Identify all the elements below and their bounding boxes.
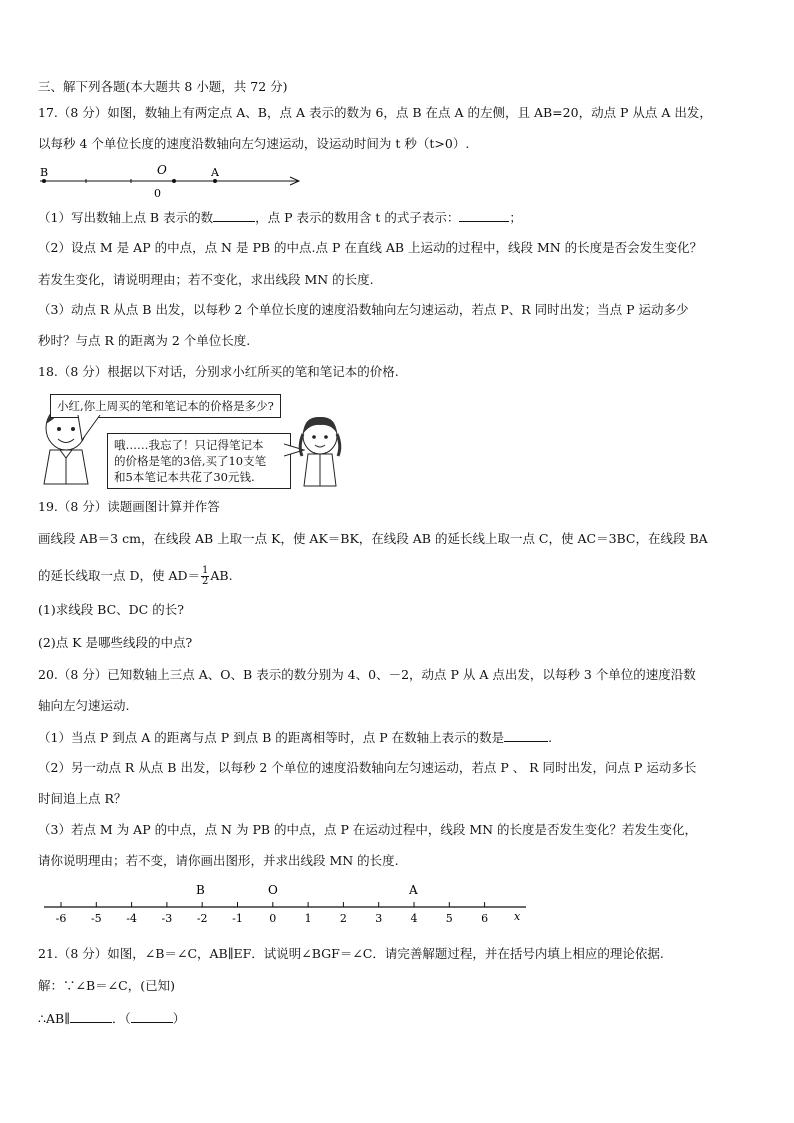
q19-sub1: (1)求线段 BC、DC 的长? (38, 602, 184, 617)
q21-line3: ∴AB∥ ．（ ） (38, 1011, 186, 1026)
q20-part1: （1）当点 P 到点 A 的距离与点 P 到点 B 的距离相等时，点 P 在数轴上表示的数是 . (38, 730, 553, 745)
q17-part1: （1）写出数轴上点 B 表示的数 ，点 P 表示的数用含 t 的式子表示： ； (38, 210, 522, 225)
q20-part3-line1: （3）若点 M 为 AP 的中点，点 N 为 PB 的中点，点 P 在运动过程中，线段 MN 的长度是否发生变化？若发生变化， (38, 822, 698, 837)
q17-point-A (213, 179, 217, 183)
q20-tick-label-1: -5 (90, 912, 102, 925)
q17-point-O (172, 179, 176, 183)
q17-line1: 17.（8 分）如图，数轴上有两定点 A、B，点 A 表示的数为 6，点 B 在点 A 的左侧，且 AB=20，动点 P 从点 A 出发， (38, 105, 712, 120)
q17-label-O: O (157, 163, 167, 177)
q20-part2-line1: （2）另一动点 R 从点 B 出发，以每秒 2 个单位的速度沿数轴向左匀速运动，若点 P 、 R 同时出发，问点 P 运动多长 (38, 760, 697, 775)
q20-tick-label-10: 4 (410, 912, 418, 925)
q21-line1: 21.（8 分）如图，∠B＝∠C，AB∥EF．试说明∠BGF＝∠C．请完善解题过程，并在括号内填上相应的理论依据. (38, 946, 664, 961)
q20-tick-label-11: 5 (445, 912, 453, 925)
q20-line1: 20.（8 分）已知数轴上三点 A、O、B 表示的数分别为 4、0、－2，动点 P 从 A 点出发，以每秒 3 个单位的速度沿数 (38, 667, 696, 682)
q20-line2: 轴向左匀速运动. (38, 698, 130, 713)
q20-number-line-figure (40, 880, 540, 932)
q21-blank-line[interactable] (70, 1010, 112, 1023)
q17-label-A: A (211, 166, 219, 179)
speech-bubble-boy-tail (72, 414, 112, 444)
q17-label-zero: 0 (154, 187, 161, 200)
q19-line2: 画线段 AB＝3 cm，在线段 AB 上取一点 K，使 AK＝BK，在线段 AB 的延长线上取一点 C，使 AC＝3BC，在线段 BA (38, 531, 708, 546)
q21-line2: 解：∵∠B＝∠C，(已知) (38, 978, 175, 993)
q20-tick-label-12: 6 (481, 912, 489, 925)
q20-part3-line2: 请你说明理由；若不变，请你画出图形，并求出线段 MN 的长度. (38, 853, 399, 868)
q17-number-line-figure (34, 160, 314, 200)
q20-tick-label-6: 0 (269, 912, 277, 925)
q17-part2-line2: 若发生变化，请说明理由；若不变化，求出线段 MN 的长度. (38, 272, 374, 287)
q17-point-B (42, 179, 46, 183)
q17-part3-line2: 秒时？与点 R 的距离为 2 个单位长度. (38, 333, 251, 348)
q20-blank-P[interactable] (504, 729, 548, 742)
q20-label-O: O (268, 883, 278, 897)
q17-blank-P[interactable] (459, 209, 509, 222)
speech-bubble-boy: 小红,你上周买的笔和笔记本的价格是多少? (50, 394, 281, 418)
q20-axis-var-x: x (514, 910, 521, 923)
q17-line2: 以每秒 4 个单位长度的速度沿数轴向左匀速运动，设运动时间为 t 秒（t>0）. (38, 136, 470, 151)
q20-tick-label-2: -4 (126, 912, 137, 925)
q20-tick-label-5: -1 (232, 912, 243, 925)
q20-tick-label-7: 1 (304, 912, 312, 925)
q19-sub2: (2)点 K 是哪些线段的中点? (38, 635, 193, 650)
q20-tick-label-4: -2 (196, 912, 208, 925)
q17-part2-line1: （2）设点 M 是 AP 的中点，点 N 是 PB 的中点.点 P 在直线 AB 上运动的过程中，线段 MN 的长度是否会发生变化？ (38, 240, 703, 255)
section-title: 三、解下列各题(本大题共 8 小题，共 72 分) (38, 79, 288, 94)
q17-part3-line1: （3）动点 R 从点 B 出发，以每秒 2 个单位长度的速度沿数轴向左匀速运动，若点 P、R 同时出发；当点 P 运动多少 (38, 302, 689, 317)
q20-tick-label-8: 2 (339, 912, 347, 925)
q20-tick-label-3: -3 (161, 912, 173, 925)
q17-label-B: B (40, 166, 49, 179)
q20-label-B: B (196, 883, 205, 897)
q20-tick-label-9: 3 (375, 912, 383, 925)
q19-fraction-one-half: $\frac{1}{2}$ (202, 565, 209, 587)
speech-bubble-girl: 哦……我忘了！只记得笔记本 的价格是笔的3倍,买了10支笔 和5本笔记本共花了30元钱. (107, 433, 291, 489)
q18-line1: 18.（8 分）根据以下对话，分别求小红所买的笔和笔记本的价格. (38, 364, 399, 379)
q20-label-A: A (409, 883, 418, 897)
q19-line3: 的延长线取一点 D，使 AD＝ $\frac{1}{2}$ AB. (38, 565, 233, 587)
girl-illustration (296, 412, 344, 488)
q20-part2-line2: 时间追上点 R？ (38, 791, 127, 806)
q20-tick-label-0: -6 (55, 912, 67, 925)
q17-blank-B[interactable] (213, 209, 255, 222)
q20-axis-ticks (56, 902, 488, 925)
q21-blank-reason[interactable] (131, 1010, 173, 1023)
q19-line1: 19.（8 分）读题画图计算并作答 (38, 499, 220, 514)
